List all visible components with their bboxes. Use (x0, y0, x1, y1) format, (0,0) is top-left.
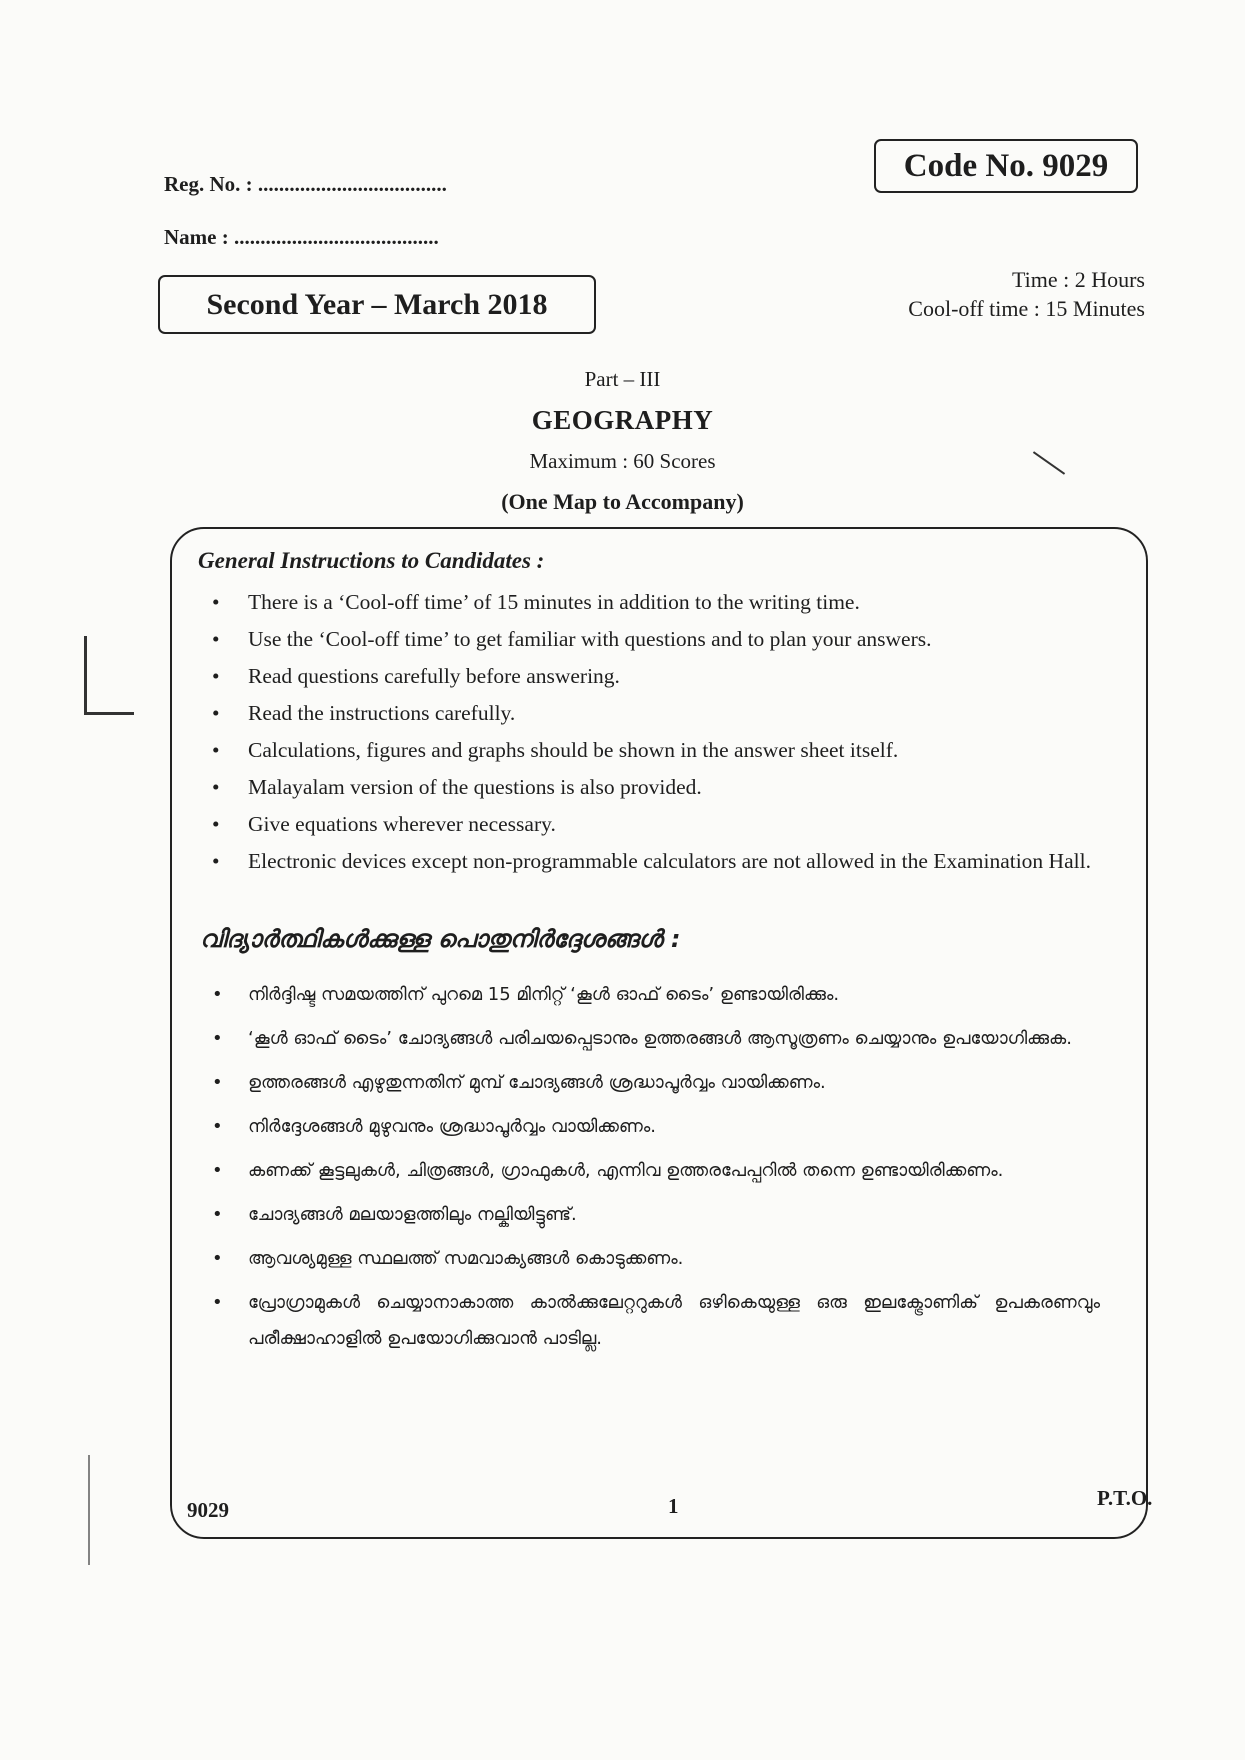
exam-session: Second Year – March 2018 (206, 287, 548, 321)
exam-session-box (158, 275, 596, 334)
code-number: Code No. 9029 (903, 147, 1109, 184)
list-item: • Electronic devices except non-programmable calculators are not allowed in the Examination Hall. (212, 849, 1091, 873)
list-item: • നിർദ്ദേശങ്ങൾ മുഴുവനും ശ്രദ്ധാപൂർവ്വം വായിക്കണം. (212, 1116, 656, 1137)
page-number: 1 (668, 1494, 679, 1518)
map-note: (One Map to Accompany) (501, 489, 744, 514)
scan-mark-horizontal (84, 712, 134, 715)
malayalam-instructions-heading: വിദ്യാർത്ഥികൾക്കുള്ള പൊതുനിർദ്ദേശങ്ങൾ : (200, 925, 681, 953)
time-info (908, 265, 1145, 323)
list-item: • Use the ‘Cool-off time’ to get familiar with questions and to plan your answers. (212, 627, 932, 651)
scan-mark-edge (88, 1455, 90, 1565)
footer-code: 9029 (187, 1498, 229, 1522)
maximum-scores: Maximum : 60 Scores (529, 449, 716, 473)
time-allowed: Time : 2 Hours (1011, 267, 1145, 292)
english-instructions-list (200, 587, 1100, 883)
list-item: • ഉത്തരങ്ങൾ എഴുതുന്നതിന് മുമ്പ് ചോദ്യങ്ങൾ ശ്രദ്ധാപൂർവ്വം വായിക്കണം. (212, 1072, 826, 1093)
reg-no-field: Reg. No. : .................................... (164, 172, 447, 196)
list-item: • ആവശ്യമുള്ള സ്ഥലത്ത് സമവാക്യങ്ങൾ കൊടുക്കണം. (212, 1248, 684, 1269)
list-item: • നിർദ്ദിഷ്ട സമയത്തിന് പുറമെ 15 മിനിറ്റ് ‘കൂൾ ഓഫ് ടൈം’ ഉണ്ടായിരിക്കും. (212, 984, 840, 1005)
instructions-box (170, 527, 1148, 1539)
code-number-box (874, 139, 1138, 193)
list-item: • ‘കൂൾ ഓഫ് ടൈം’ ചോദ്യങ്ങൾ പരിചയപ്പെടാനും ഉത്തരങ്ങൾ ആസൂത്രണം ചെയ്യാനും ഉപയോഗിക്കുക. (212, 1028, 1072, 1049)
pto-label: P.T.O. (1097, 1486, 1153, 1510)
name-field: Name : ....................................... (164, 225, 439, 249)
malayalam-instructions-list (200, 977, 1100, 1365)
subject-title: GEOGRAPHY (531, 405, 714, 435)
scan-mark-vertical (84, 636, 87, 714)
list-item: • Read questions carefully before answering. (212, 664, 620, 688)
instructions-heading: General Instructions to Candidates : (198, 548, 545, 573)
list-item: • Malayalam version of the questions is also provided. (212, 775, 702, 799)
list-item: • Read the instructions carefully. (212, 701, 516, 725)
list-item: • Calculations, figures and graphs should be shown in the answer sheet itself. (212, 738, 899, 762)
cool-off-time: Cool-off time : 15 Minutes (908, 296, 1145, 321)
list-item: • ചോദ്യങ്ങൾ മലയാളത്തിലും നല്കിയിട്ടുണ്ട്. (212, 1204, 577, 1225)
list-item: • There is a ‘Cool-off time’ of 15 minutes in addition to the writing time. (212, 590, 860, 614)
list-item: • Give equations wherever necessary. (212, 812, 556, 836)
list-item: • പ്രോഗ്രാമുകൾ ചെയ്യാനാകാത്ത കാൽക്കുലേറ്ററുകൾ ഒഴികെയുള്ള ഒരു ഇലക്ട്രോണിക് ഉപകരണവും പരീക്ഷാഹാളിൽ ഉപയോഗിക്കുവാൻ പാടില്ല. (212, 1292, 1100, 1349)
list-item: • കണക്ക് കൂട്ടലുകൾ, ചിത്രങ്ങൾ, ഗ്രാഫുകൾ, എന്നിവ ഉത്തരപേപ്പറിൽ തന്നെ ഉണ്ടായിരിക്കണം. (212, 1160, 1004, 1181)
part-label: Part – III (584, 367, 661, 391)
